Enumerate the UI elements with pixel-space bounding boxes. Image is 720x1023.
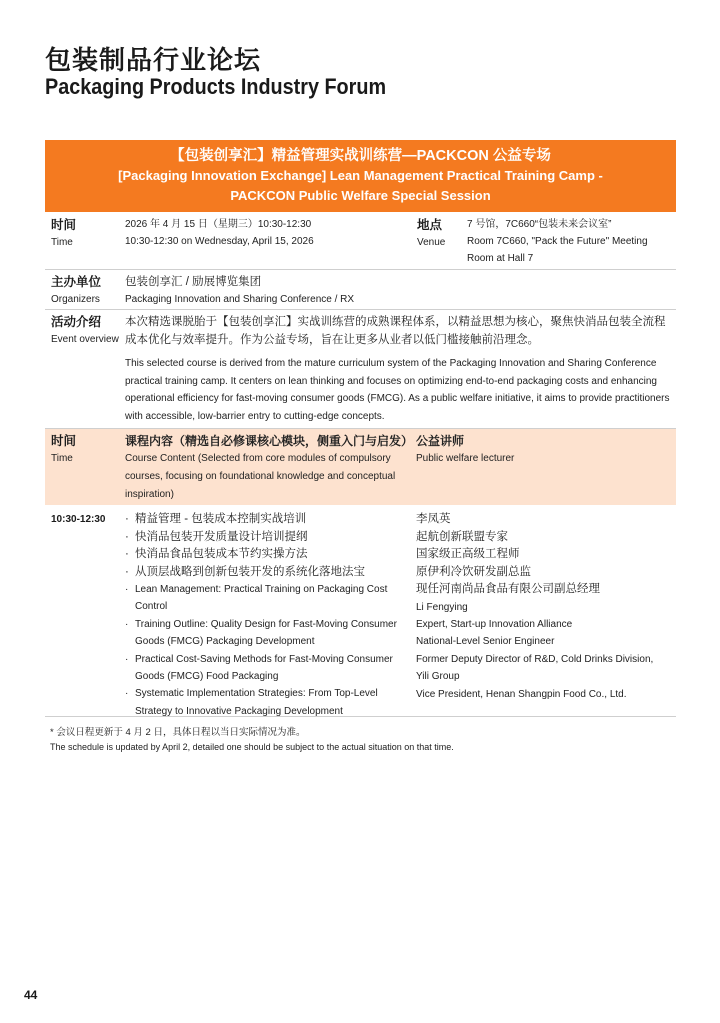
topic-en-1: · Lean Management: Practical Training on Packaging Cost Control: [125, 581, 416, 616]
schedule-time-header-zh: 时间: [51, 434, 77, 448]
event-overview-zh: 本次精选课脱胎于【包装创享汇】实战训练营的成熟课程体系，以精益思想为核心，聚焦快消品包装全流程成本优化与效率提升。作为公益专场，旨在让更多从业者以低门槛接触前沿理念。: [125, 316, 666, 346]
organizers-value-zh: 包装创享汇 / 励展博览集团: [125, 276, 262, 288]
organizers-row: [45, 270, 676, 310]
schedule-note-zh: * 会议日程更新于 4 月 2 日，具体日程以当日实际情况为准。: [50, 727, 306, 738]
organizers-value: [125, 273, 354, 309]
time-label: [45, 216, 125, 269]
page-title-zh: 包装制品行业论坛: [45, 45, 262, 75]
course-header: [125, 432, 416, 505]
event-table: [45, 140, 676, 717]
event-overview-value: [125, 313, 670, 428]
time-value-en: 10:30-12:30 on Wednesday, April 15, 2026: [125, 236, 314, 247]
lecturer-zh-4: 原伊利冷饮研发副总监: [416, 565, 531, 578]
time-venue-row: [45, 212, 676, 270]
lecturer-header-en: Public welfare lecturer: [416, 453, 515, 464]
venue-value-en: Room 7C660, "Pack the Future" Meeting Room at Hall 7: [467, 236, 648, 264]
session-row: [45, 505, 676, 717]
lecturer-zh-2: 起航创新联盟专家: [416, 530, 508, 543]
page-number: 44: [24, 988, 38, 1002]
organizers-value-en: Packaging Innovation and Sharing Conference / RX: [125, 294, 355, 305]
lecturer-en-2: Expert, Start-up Innovation Alliance: [416, 618, 573, 630]
schedule-note: [50, 725, 454, 755]
lecturer-zh-3: 国家级正高级工程师: [416, 548, 520, 560]
topic-en-4: · Systematic Implementation Strategies: From Top-Level Strategy to Innovative Packaging Development: [125, 685, 416, 720]
time-label-zh: 时间: [51, 218, 77, 232]
schedule-time-header-en: Time: [51, 453, 73, 464]
topic-zh-3: · 快消品食品包装成本节约实操方法: [125, 546, 416, 564]
topic-zh-1: · 精益管理 - 包装成本控制实战培训: [125, 511, 416, 529]
banner-title-en-1: [Packaging Innovation Exchange] Lean Management Practical Training Camp -: [118, 168, 603, 183]
banner-title-en-2: PACKCON Public Welfare Special Session: [230, 188, 491, 203]
session-banner: [45, 140, 676, 212]
event-overview-row: [45, 310, 676, 429]
course-header-zh: 课程内容（精选自必修课核心模块，侧重入门与启发）: [125, 434, 414, 448]
venue-label-en: Venue: [417, 237, 446, 248]
session-time: 10:30-12:30: [51, 514, 106, 525]
organizers-label-en: Organizers: [51, 294, 100, 305]
lecturer-zh-1: 李凤英: [416, 513, 451, 525]
schedule-header-row: [45, 429, 676, 505]
lecturer-zh-5: 现任河南尚品食品有限公司副总经理: [416, 583, 600, 595]
lecturer-header: [416, 432, 666, 505]
venue-label-zh: 地点: [417, 218, 443, 232]
session-lecturer: [416, 511, 666, 716]
schedule-time-header: [45, 432, 125, 505]
lecturer-header-zh: 公益讲师: [416, 434, 465, 448]
venue-value-zh: 7 号馆，7C660“包装未来会议室”: [467, 219, 612, 230]
page-title-en: Packaging Products Industry Forum: [45, 74, 387, 99]
lecturer-en-5: Vice President, Henan Shangpin Food Co., Ltd.: [416, 688, 627, 700]
time-value-zh: 2026 年 4 月 15 日（星期三）10:30-12:30: [125, 219, 312, 230]
lecturer-en-4: Former Deputy Director of R&D, Cold Drinks Division, Yili Group: [416, 653, 654, 683]
session-time-cell: [45, 511, 125, 716]
topic-zh-4: · 从顶层战略到创新包装开发的系统化落地法宝: [125, 564, 416, 582]
venue-label: [417, 216, 467, 269]
topic-en-3: · Practical Cost-Saving Methods for Fast-Moving Consumer Goods (FMCG) Food Packaging: [125, 651, 416, 686]
course-header-en: Course Content (Selected from core modules of compulsory courses, focusing on foundational knowledge and conceptual inspiration): [125, 453, 396, 500]
event-overview-en: This selected course is derived from the mature curriculum system of the Packaging Innovation and Sharing Conference practical training camp. It centers on lean thinking and focuses on optimizing end-to-end packaging costs and enhancing operational efficiency for fast-moving consumer goods (FMCG). As a public welfare initiative, it aims to provide practitioners with accessible, low-barrier entry to cutting-edge concepts.: [125, 358, 670, 422]
event-overview-label-zh: 活动介绍: [51, 315, 102, 329]
time-value: [125, 216, 417, 269]
organizers-label-zh: 主办单位: [51, 275, 102, 289]
topic-en-2: · Training Outline: Quality Design for Fast-Moving Consumer Goods (FMCG) Packaging Development: [125, 616, 416, 651]
topic-zh-2: · 快消品包装开发质量设计培训提纲: [125, 529, 416, 547]
event-overview-label: [45, 313, 125, 428]
session-topics: [125, 511, 416, 716]
event-overview-label-en: Event overview: [51, 334, 119, 345]
time-label-en: Time: [51, 237, 73, 248]
banner-title-zh: 【包装创享汇】精益管理实战训练营—PACKCON 公益专场: [170, 148, 551, 164]
schedule-note-en: The schedule is updated by April 2, detailed one should be subject to the actual situation on that time.: [50, 742, 454, 752]
venue-value: [467, 216, 672, 269]
organizers-label: [45, 273, 125, 309]
lecturer-en-1: Li Fengying: [416, 601, 468, 613]
lecturer-en-3: National-Level Senior Engineer: [416, 636, 555, 648]
